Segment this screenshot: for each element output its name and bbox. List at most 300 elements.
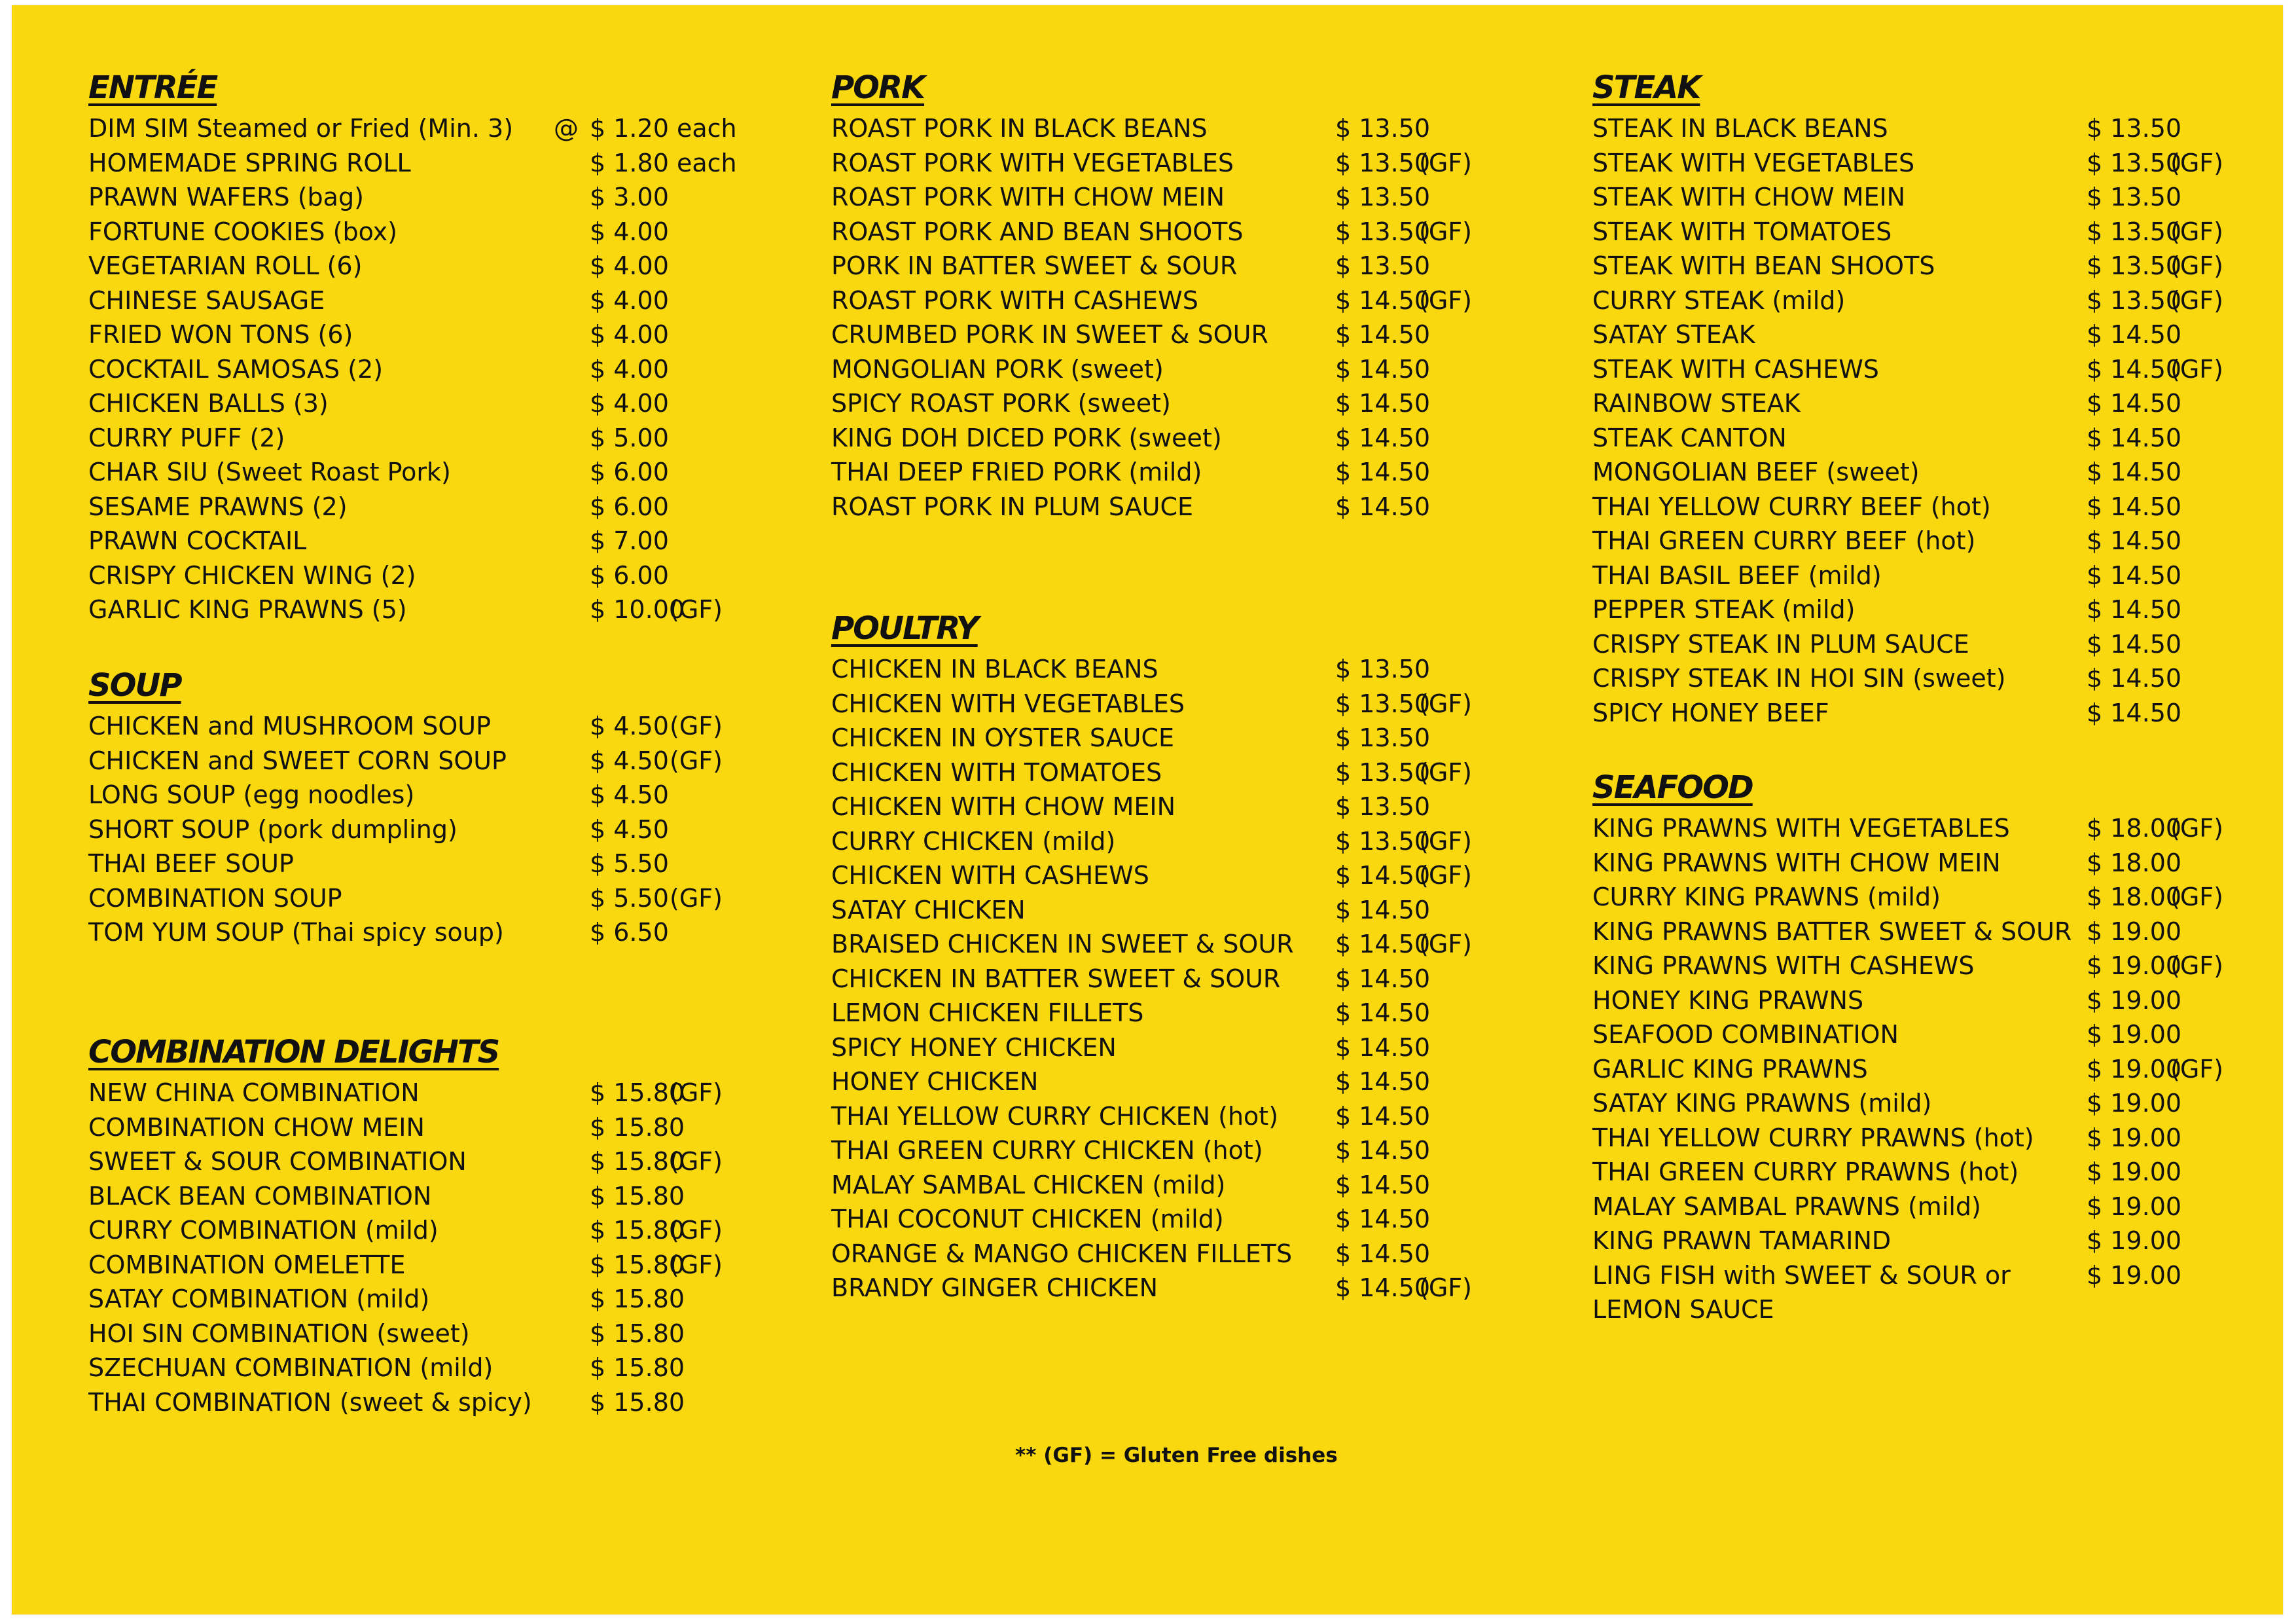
menu-item	[831, 283, 1472, 318]
menu-item-price: $ 14.50	[1335, 861, 1431, 890]
menu-item	[88, 524, 669, 558]
menu-item	[88, 146, 737, 181]
menu-item	[831, 996, 1431, 1030]
menu-item-price: $ 15.80	[590, 1353, 685, 1382]
menu-item-gf: (GF)	[670, 746, 723, 775]
menu-item-price: $ 5.50	[590, 883, 669, 913]
menu-item	[831, 1202, 1431, 1237]
menu-item-gf: (GF)	[1419, 217, 1472, 246]
menu-item-name: DIM SIM Steamed or Fried (Min. 3)	[88, 114, 514, 143]
menu-item	[831, 1065, 1431, 1099]
menu-item	[88, 421, 669, 456]
menu-item-price: $ 4.00	[590, 320, 669, 349]
menu-item-price: $ 19.00	[2087, 1089, 2182, 1118]
menu-item	[831, 215, 1472, 249]
menu-item-price: $ 4.00	[590, 389, 669, 418]
menu-item	[88, 1248, 723, 1283]
menu-item	[831, 386, 1431, 421]
menu-item	[1592, 249, 2223, 283]
menu-item-price: $ 14.50	[1335, 1101, 1431, 1131]
menu-item	[1592, 1224, 2182, 1258]
menu-item	[88, 593, 723, 627]
menu-item	[831, 721, 1431, 756]
menu-item-gf: (GF)	[1419, 930, 1472, 958]
menu-item-price: $ 14.50	[2087, 458, 2182, 486]
menu-item-gf: (GF)	[1419, 148, 1472, 177]
menu-item-price: $ 14.50	[1335, 1032, 1431, 1062]
menu-item	[88, 915, 669, 950]
menu-item-name: CHICKEN WITH CHOW MEIN	[831, 792, 1176, 821]
menu-item-price: $ 13.50	[1335, 757, 1431, 787]
menu-item-name: CURRY KING PRAWNS (mild)	[1592, 883, 1941, 911]
menu-item-price: $ 19.00	[2087, 951, 2182, 980]
menu-item	[1592, 627, 2182, 662]
menu-item	[1592, 1052, 2223, 1087]
menu-item-price: $ 6.00	[590, 458, 669, 486]
menu-item-price: $ 13.50	[2087, 285, 2182, 315]
menu-item	[831, 893, 1431, 928]
menu-item	[88, 1179, 685, 1214]
menu-item-name: COMBINATION CHOW MEIN	[88, 1112, 425, 1142]
menu-item-name: BRANDY GINGER CHICKEN	[831, 1273, 1158, 1302]
menu-item-price: $ 14.50	[2087, 698, 2182, 727]
menu-item	[831, 490, 1431, 524]
menu-item	[1592, 558, 2182, 593]
menu-item	[88, 1385, 685, 1420]
menu-item-price: $ 19.00	[2087, 917, 2182, 946]
menu-item	[88, 881, 723, 916]
menu-item-price: $ 19.00	[2087, 985, 2182, 1015]
menu-item-price: $ 4.00	[590, 285, 669, 315]
menu-item-name: THAI DEEP FRIED PORK (mild)	[831, 458, 1202, 486]
menu-item-gf: (GF)	[670, 1250, 723, 1279]
menu-page	[12, 5, 2283, 1614]
menu-item-price: $ 13.50	[1335, 723, 1431, 752]
menu-item-price: $ 13.50	[2087, 114, 2182, 143]
menu-item-name: THAI COCONUT CHICKEN (mild)	[831, 1205, 1224, 1233]
menu-item-name: SPICY HONEY BEEF	[1592, 698, 1829, 727]
menu-item-price: $ 15.80	[590, 1147, 685, 1176]
menu-item-price: $ 14.50	[1335, 964, 1431, 993]
menu-item-gf: (GF)	[2170, 285, 2223, 315]
menu-item-price: $ 13.50	[1335, 183, 1431, 211]
gluten-free-footnote: ** (GF) = Gluten Free dishes	[1015, 1444, 1338, 1467]
menu-item-name: CHICKEN WITH CASHEWS	[831, 861, 1149, 890]
menu-item-name: ROAST PORK AND BEAN SHOOTS	[831, 217, 1244, 246]
menu-item-price: $ 14.50	[1335, 389, 1431, 418]
section-poultry	[831, 605, 1472, 1305]
menu-item	[88, 1144, 723, 1179]
menu-item-name: SWEET & SOUR COMBINATION	[88, 1147, 467, 1176]
menu-item	[831, 1237, 1431, 1271]
menu-item-name: CRISPY CHICKEN WING (2)	[88, 560, 416, 590]
menu-item-price: $ 19.00	[2087, 1192, 2182, 1221]
menu-item	[831, 146, 1472, 181]
menu-item-price: $ 14.50	[1335, 1067, 1431, 1096]
menu-item	[831, 318, 1431, 352]
section-seafood	[1592, 764, 2223, 1327]
menu-item-name: THAI BASIL BEEF (mild)	[1592, 560, 1882, 590]
menu-item-gf: (GF)	[670, 1216, 723, 1245]
menu-item-name: SHORT SOUP (pork dumpling)	[88, 814, 457, 844]
section-heading: SOUP	[88, 667, 181, 704]
menu-item-gf: (GF)	[1419, 826, 1472, 856]
menu-item-name: CHICKEN IN OYSTER SAUCE	[831, 723, 1175, 752]
menu-item-price: $ 14.50	[2087, 560, 2182, 590]
menu-item	[88, 215, 669, 249]
menu-item-name: KING DOH DICED PORK (sweet)	[831, 423, 1222, 452]
menu-item-price: $ 14.50	[2087, 492, 2182, 521]
menu-item-price: $ 15.80	[590, 1387, 685, 1417]
menu-item-price: $ 1.80 each	[590, 148, 737, 177]
menu-item-price: $ 15.80	[590, 1181, 685, 1211]
menu-item-gf: (GF)	[2170, 251, 2223, 280]
menu-item-name: CURRY PUFF (2)	[88, 423, 285, 452]
menu-item-name: STEAK WITH BEAN SHOOTS	[1592, 251, 1935, 280]
menu-item	[1592, 215, 2223, 249]
menu-item	[1592, 1086, 2182, 1121]
menu-item	[831, 1133, 1431, 1168]
menu-item-name: RAINBOW STEAK	[1592, 389, 1801, 418]
menu-item	[1592, 1121, 2182, 1156]
menu-item	[88, 744, 723, 778]
menu-item-price: $ 13.50	[1335, 792, 1431, 821]
menu-item-gf: (GF)	[670, 1078, 723, 1107]
menu-item-name: CRISPY STEAK IN PLUM SAUCE	[1592, 629, 1969, 659]
menu-item	[88, 490, 669, 524]
menu-item	[831, 249, 1431, 283]
menu-item-price: $ 14.50	[2087, 354, 2182, 384]
menu-item-price: $ 15.80	[590, 1078, 685, 1107]
menu-item	[1592, 180, 2182, 215]
menu-item-name: CHICKEN IN BATTER SWEET & SOUR	[831, 964, 1281, 993]
menu-item-name: THAI YELLOW CURRY CHICKEN (hot)	[831, 1101, 1279, 1131]
menu-item-price: $ 13.50	[1335, 251, 1431, 280]
menu-item-name: THAI GREEN CURRY BEEF (hot)	[1592, 526, 1976, 555]
menu-item-name: ROAST PORK IN BLACK BEANS	[831, 114, 1208, 143]
menu-item	[88, 283, 669, 318]
menu-item-name: ROAST PORK WITH VEGETABLES	[831, 148, 1234, 177]
menu-item-name: HOMEMADE SPRING ROLL	[88, 148, 411, 177]
menu-item	[88, 812, 669, 847]
menu-item-price: $ 14.50	[1335, 423, 1431, 452]
menu-item-price: $ 4.00	[590, 217, 669, 246]
menu-item-price: $ 13.50	[2087, 217, 2182, 246]
section-pork	[831, 64, 1472, 524]
menu-item-price: $ 14.50	[1335, 930, 1431, 958]
menu-item-name: CHICKEN WITH VEGETABLES	[831, 689, 1185, 718]
menu-item	[88, 778, 669, 812]
menu-item-name: ROAST PORK WITH CHOW MEIN	[831, 183, 1225, 211]
menu-item-price: $ 13.50	[2087, 148, 2182, 177]
menu-item	[831, 1271, 1472, 1305]
menu-item	[88, 1076, 723, 1110]
menu-item	[88, 111, 737, 146]
menu-item	[1592, 1155, 2182, 1190]
menu-item-price: $ 19.00	[2087, 1054, 2182, 1084]
menu-item	[831, 824, 1472, 859]
menu-item-gf: (GF)	[1419, 285, 1472, 315]
menu-item	[831, 455, 1431, 490]
menu-item-name: CHICKEN IN BLACK BEANS	[831, 655, 1158, 684]
menu-item-price: $ 18.00	[2087, 814, 2182, 843]
menu-item-price: $ 15.80	[590, 1216, 685, 1245]
menu-item-name: HONEY KING PRAWNS	[1592, 985, 1864, 1015]
menu-item-name: NEW CHINA COMBINATION	[88, 1078, 420, 1107]
menu-item-name: CURRY COMBINATION (mild)	[88, 1216, 439, 1245]
menu-item-price: $ 14.50	[2087, 664, 2182, 693]
menu-item	[1592, 455, 2182, 490]
section-steak	[1592, 64, 2223, 730]
menu-item	[88, 352, 669, 387]
menu-item-price: $ 14.50	[2087, 595, 2182, 624]
menu-item-name: KING PRAWN TAMARIND	[1592, 1226, 1892, 1255]
menu-item-price: $ 4.00	[590, 251, 669, 280]
menu-item-name: SZECHUAN COMBINATION (mild)	[88, 1353, 493, 1382]
section-heading: ENTRÉE	[88, 69, 217, 106]
menu-item-name: ROAST PORK IN PLUM SAUCE	[831, 492, 1194, 521]
menu-item	[831, 111, 1431, 146]
menu-item	[88, 249, 669, 283]
menu-item	[1592, 1190, 2182, 1224]
menu-item	[1592, 696, 2182, 731]
menu-item-gf: (GF)	[2170, 883, 2223, 911]
menu-item-name: ROAST PORK WITH CASHEWS	[831, 285, 1198, 315]
menu-item	[88, 558, 669, 593]
menu-item	[831, 687, 1472, 721]
menu-item-gf: (GF)	[2170, 1054, 2223, 1084]
menu-item-price: $ 14.50	[2087, 320, 2182, 349]
menu-item	[88, 709, 723, 744]
menu-item-name: KING PRAWNS WITH VEGETABLES	[1592, 814, 2010, 843]
menu-item-name: SPICY ROAST PORK (sweet)	[831, 389, 1171, 418]
menu-item-price: $ 14.50	[1335, 998, 1431, 1027]
menu-item-name: THAI BEEF SOUP	[88, 849, 294, 878]
menu-item-price: $ 14.50	[1335, 1239, 1431, 1268]
menu-item-price: $ 4.50	[590, 746, 669, 775]
menu-item-price: $ 14.50	[1335, 320, 1431, 349]
menu-item	[88, 1110, 685, 1145]
section-heading: POULTRY	[831, 610, 978, 647]
menu-item-name: TOM YUM SOUP (Thai spicy soup)	[88, 918, 504, 947]
menu-item-name: STEAK WITH CHOW MEIN	[1592, 183, 1906, 211]
menu-item	[1592, 1258, 2182, 1293]
menu-item-price: $ 6.00	[590, 492, 669, 521]
menu-item-name: KING PRAWNS WITH CASHEWS	[1592, 951, 1975, 980]
menu-item	[1592, 386, 2182, 421]
menu-item-price: $ 15.80	[590, 1250, 685, 1279]
menu-item-price: $ 13.50	[1335, 217, 1431, 246]
menu-item-gf: (GF)	[670, 883, 723, 913]
menu-item-name: SATAY COMBINATION (mild)	[88, 1285, 430, 1313]
menu-item-name: BRAISED CHICKEN IN SWEET & SOUR	[831, 930, 1294, 958]
menu-item-name: FORTUNE COOKIES (box)	[88, 217, 397, 246]
menu-item	[88, 180, 669, 215]
menu-item-price: $ 14.50	[1335, 492, 1431, 521]
menu-item-name: SPICY HONEY CHICKEN	[831, 1032, 1117, 1062]
menu-item	[1592, 490, 2182, 524]
menu-item	[88, 1317, 685, 1351]
menu-item-name: KING PRAWNS WITH CHOW MEIN	[1592, 848, 2001, 877]
menu-item-name: CURRY CHICKEN (mild)	[831, 826, 1116, 856]
menu-item-price: $ 13.50	[1335, 689, 1431, 718]
menu-item-name: CURRY STEAK (mild)	[1592, 285, 1846, 315]
menu-item-gf: (GF)	[2170, 217, 2223, 246]
menu-item-price: $ 14.50	[1335, 1273, 1431, 1302]
menu-item-name: CHICKEN and MUSHROOM SOUP	[88, 712, 491, 740]
menu-item	[88, 455, 669, 490]
menu-item-name: PRAWN COCKTAIL	[88, 526, 307, 555]
menu-item-name: MALAY SAMBAL CHICKEN (mild)	[831, 1170, 1226, 1199]
menu-item	[831, 352, 1431, 387]
menu-item-name: COMBINATION SOUP	[88, 883, 342, 913]
menu-item-name: PEPPER STEAK (mild)	[1592, 595, 1856, 624]
menu-item-name: COCKTAIL SAMOSAS (2)	[88, 354, 384, 384]
menu-item-price: $ 18.00	[2087, 883, 2182, 911]
menu-item-price: $ 6.00	[590, 560, 669, 590]
menu-item-price: $ 10.00	[590, 595, 685, 624]
menu-item-price: $ 19.00	[2087, 1158, 2182, 1186]
menu-item-price: $ 7.00	[590, 526, 669, 555]
menu-item-name: PORK IN BATTER SWEET & SOUR	[831, 251, 1238, 280]
menu-item-name: BLACK BEAN COMBINATION	[88, 1181, 432, 1211]
menu-item	[1592, 811, 2223, 846]
menu-item-price: $ 14.50	[1335, 895, 1431, 924]
menu-item-price: $ 13.50	[1335, 114, 1431, 143]
menu-item	[831, 790, 1431, 824]
menu-item	[831, 1030, 1431, 1065]
menu-item-name: FRIED WON TONS (6)	[88, 320, 353, 349]
menu-item-name: SATAY STEAK	[1592, 320, 1755, 349]
menu-item-gf: (GF)	[670, 595, 723, 624]
menu-item-name: STEAK WITH TOMATOES	[1592, 217, 1892, 246]
menu-item-name: HOI SIN COMBINATION (sweet)	[88, 1319, 470, 1348]
section-heading: COMBINATION DELIGHTS	[88, 1034, 499, 1070]
menu-item-name: KING PRAWNS BATTER SWEET & SOUR	[1592, 917, 2072, 946]
menu-item	[1592, 880, 2223, 915]
menu-item-name: CRISPY STEAK IN HOI SIN (sweet)	[1592, 664, 2006, 693]
menu-item-price: $ 14.50	[1335, 1136, 1431, 1165]
menu-item-gf: (GF)	[2170, 354, 2223, 384]
menu-item	[831, 756, 1472, 790]
menu-item-name: STEAK IN BLACK BEANS	[1592, 114, 1888, 143]
menu-item	[1592, 421, 2182, 456]
menu-item	[831, 1099, 1431, 1134]
menu-item	[1592, 949, 2223, 983]
menu-item	[831, 927, 1472, 962]
menu-item	[88, 386, 669, 421]
menu-item	[1592, 1292, 1774, 1327]
menu-item-name: GARLIC KING PRAWNS	[1592, 1054, 1868, 1084]
menu-item-at: @	[554, 114, 579, 143]
menu-item-name: THAI GREEN CURRY PRAWNS (hot)	[1592, 1158, 2019, 1186]
menu-item-price: $ 13.50	[1335, 148, 1431, 177]
menu-item-price: $ 4.00	[590, 354, 669, 384]
menu-item-price: $ 18.00	[2087, 848, 2182, 877]
section-soup	[88, 662, 723, 950]
menu-item-name: THAI YELLOW CURRY PRAWNS (hot)	[1592, 1123, 2034, 1152]
menu-item-price: $ 15.80	[590, 1319, 685, 1348]
menu-item	[1592, 111, 2182, 146]
menu-item-name: CRUMBED PORK IN SWEET & SOUR	[831, 320, 1268, 349]
menu-item-price: $ 14.50	[1335, 354, 1431, 384]
section-combination	[88, 1029, 723, 1419]
menu-item-name: STEAK CANTON	[1592, 423, 1787, 452]
menu-item-price: $ 19.00	[2087, 1226, 2182, 1255]
menu-item-name: THAI YELLOW CURRY BEEF (hot)	[1592, 492, 1991, 521]
menu-item	[88, 1351, 685, 1385]
menu-item	[1592, 915, 2182, 949]
section-heading: PORK	[831, 69, 925, 106]
menu-item-name: MALAY SAMBAL PRAWNS (mild)	[1592, 1192, 1981, 1221]
menu-item-name: CHINESE SAUSAGE	[88, 285, 325, 315]
menu-item-price: $ 4.50	[590, 712, 669, 740]
menu-item-gf: (GF)	[1419, 757, 1472, 787]
menu-item-gf: (GF)	[1419, 1273, 1472, 1302]
menu-item	[1592, 318, 2182, 352]
menu-item-price: $ 14.50	[1335, 458, 1431, 486]
menu-item-gf: (GF)	[670, 712, 723, 740]
menu-item-name: COMBINATION OMELETTE	[88, 1250, 406, 1279]
menu-item-name: SESAME PRAWNS (2)	[88, 492, 348, 521]
menu-item	[1592, 524, 2182, 558]
menu-item-price: $ 13.50	[2087, 183, 2182, 211]
menu-item-name: CHICKEN and SWEET CORN SOUP	[88, 746, 507, 775]
menu-item-price: $ 13.50	[1335, 655, 1431, 684]
menu-item	[88, 318, 669, 352]
menu-item-price: $ 19.00	[2087, 1123, 2182, 1152]
menu-item-name: SATAY CHICKEN	[831, 895, 1026, 924]
section-heading: STEAK	[1592, 69, 1700, 106]
section-heading: SEAFOOD	[1592, 769, 1753, 806]
menu-item-name: SATAY KING PRAWNS (mild)	[1592, 1089, 1932, 1118]
menu-item	[1592, 593, 2182, 627]
menu-item-price: $ 4.50	[590, 814, 669, 844]
menu-item	[831, 962, 1431, 996]
menu-item-price: $ 14.50	[1335, 1205, 1431, 1233]
menu-item-name: LEMON SAUCE	[1592, 1295, 1774, 1324]
menu-item-price: $ 15.80	[590, 1112, 685, 1142]
menu-item-gf: (GF)	[2170, 814, 2223, 843]
menu-item-price: $ 14.50	[2087, 423, 2182, 452]
menu-item	[88, 1213, 723, 1248]
menu-item-price: $ 19.00	[2087, 1260, 2182, 1290]
menu-item	[831, 180, 1431, 215]
section-entree	[88, 64, 737, 627]
menu-item-name: CHAR SIU (Sweet Roast Pork)	[88, 458, 451, 486]
menu-item-price: $ 15.80	[590, 1285, 685, 1313]
menu-item-name: THAI GREEN CURRY CHICKEN (hot)	[831, 1136, 1263, 1165]
menu-item-price: $ 14.50	[2087, 526, 2182, 555]
menu-item-name: HONEY CHICKEN	[831, 1067, 1039, 1096]
menu-item-price: $ 14.50	[1335, 1170, 1431, 1199]
menu-item	[831, 858, 1472, 893]
menu-item-name: THAI COMBINATION (sweet & spicy)	[88, 1387, 532, 1417]
menu-item	[88, 847, 669, 881]
menu-item	[1592, 661, 2182, 696]
menu-item	[1592, 1017, 2182, 1052]
menu-item	[831, 652, 1431, 687]
menu-item-gf: (GF)	[670, 1147, 723, 1176]
menu-item-price: $ 5.50	[590, 849, 669, 878]
menu-item	[831, 1168, 1431, 1203]
menu-item-name: VEGETARIAN ROLL (6)	[88, 251, 363, 280]
menu-item-name: PRAWN WAFERS (bag)	[88, 183, 364, 211]
menu-item-price: $ 4.50	[590, 780, 669, 809]
menu-item-name: CHICKEN BALLS (3)	[88, 389, 329, 418]
menu-item-price: $ 6.50	[590, 918, 669, 947]
menu-item	[88, 1282, 685, 1317]
